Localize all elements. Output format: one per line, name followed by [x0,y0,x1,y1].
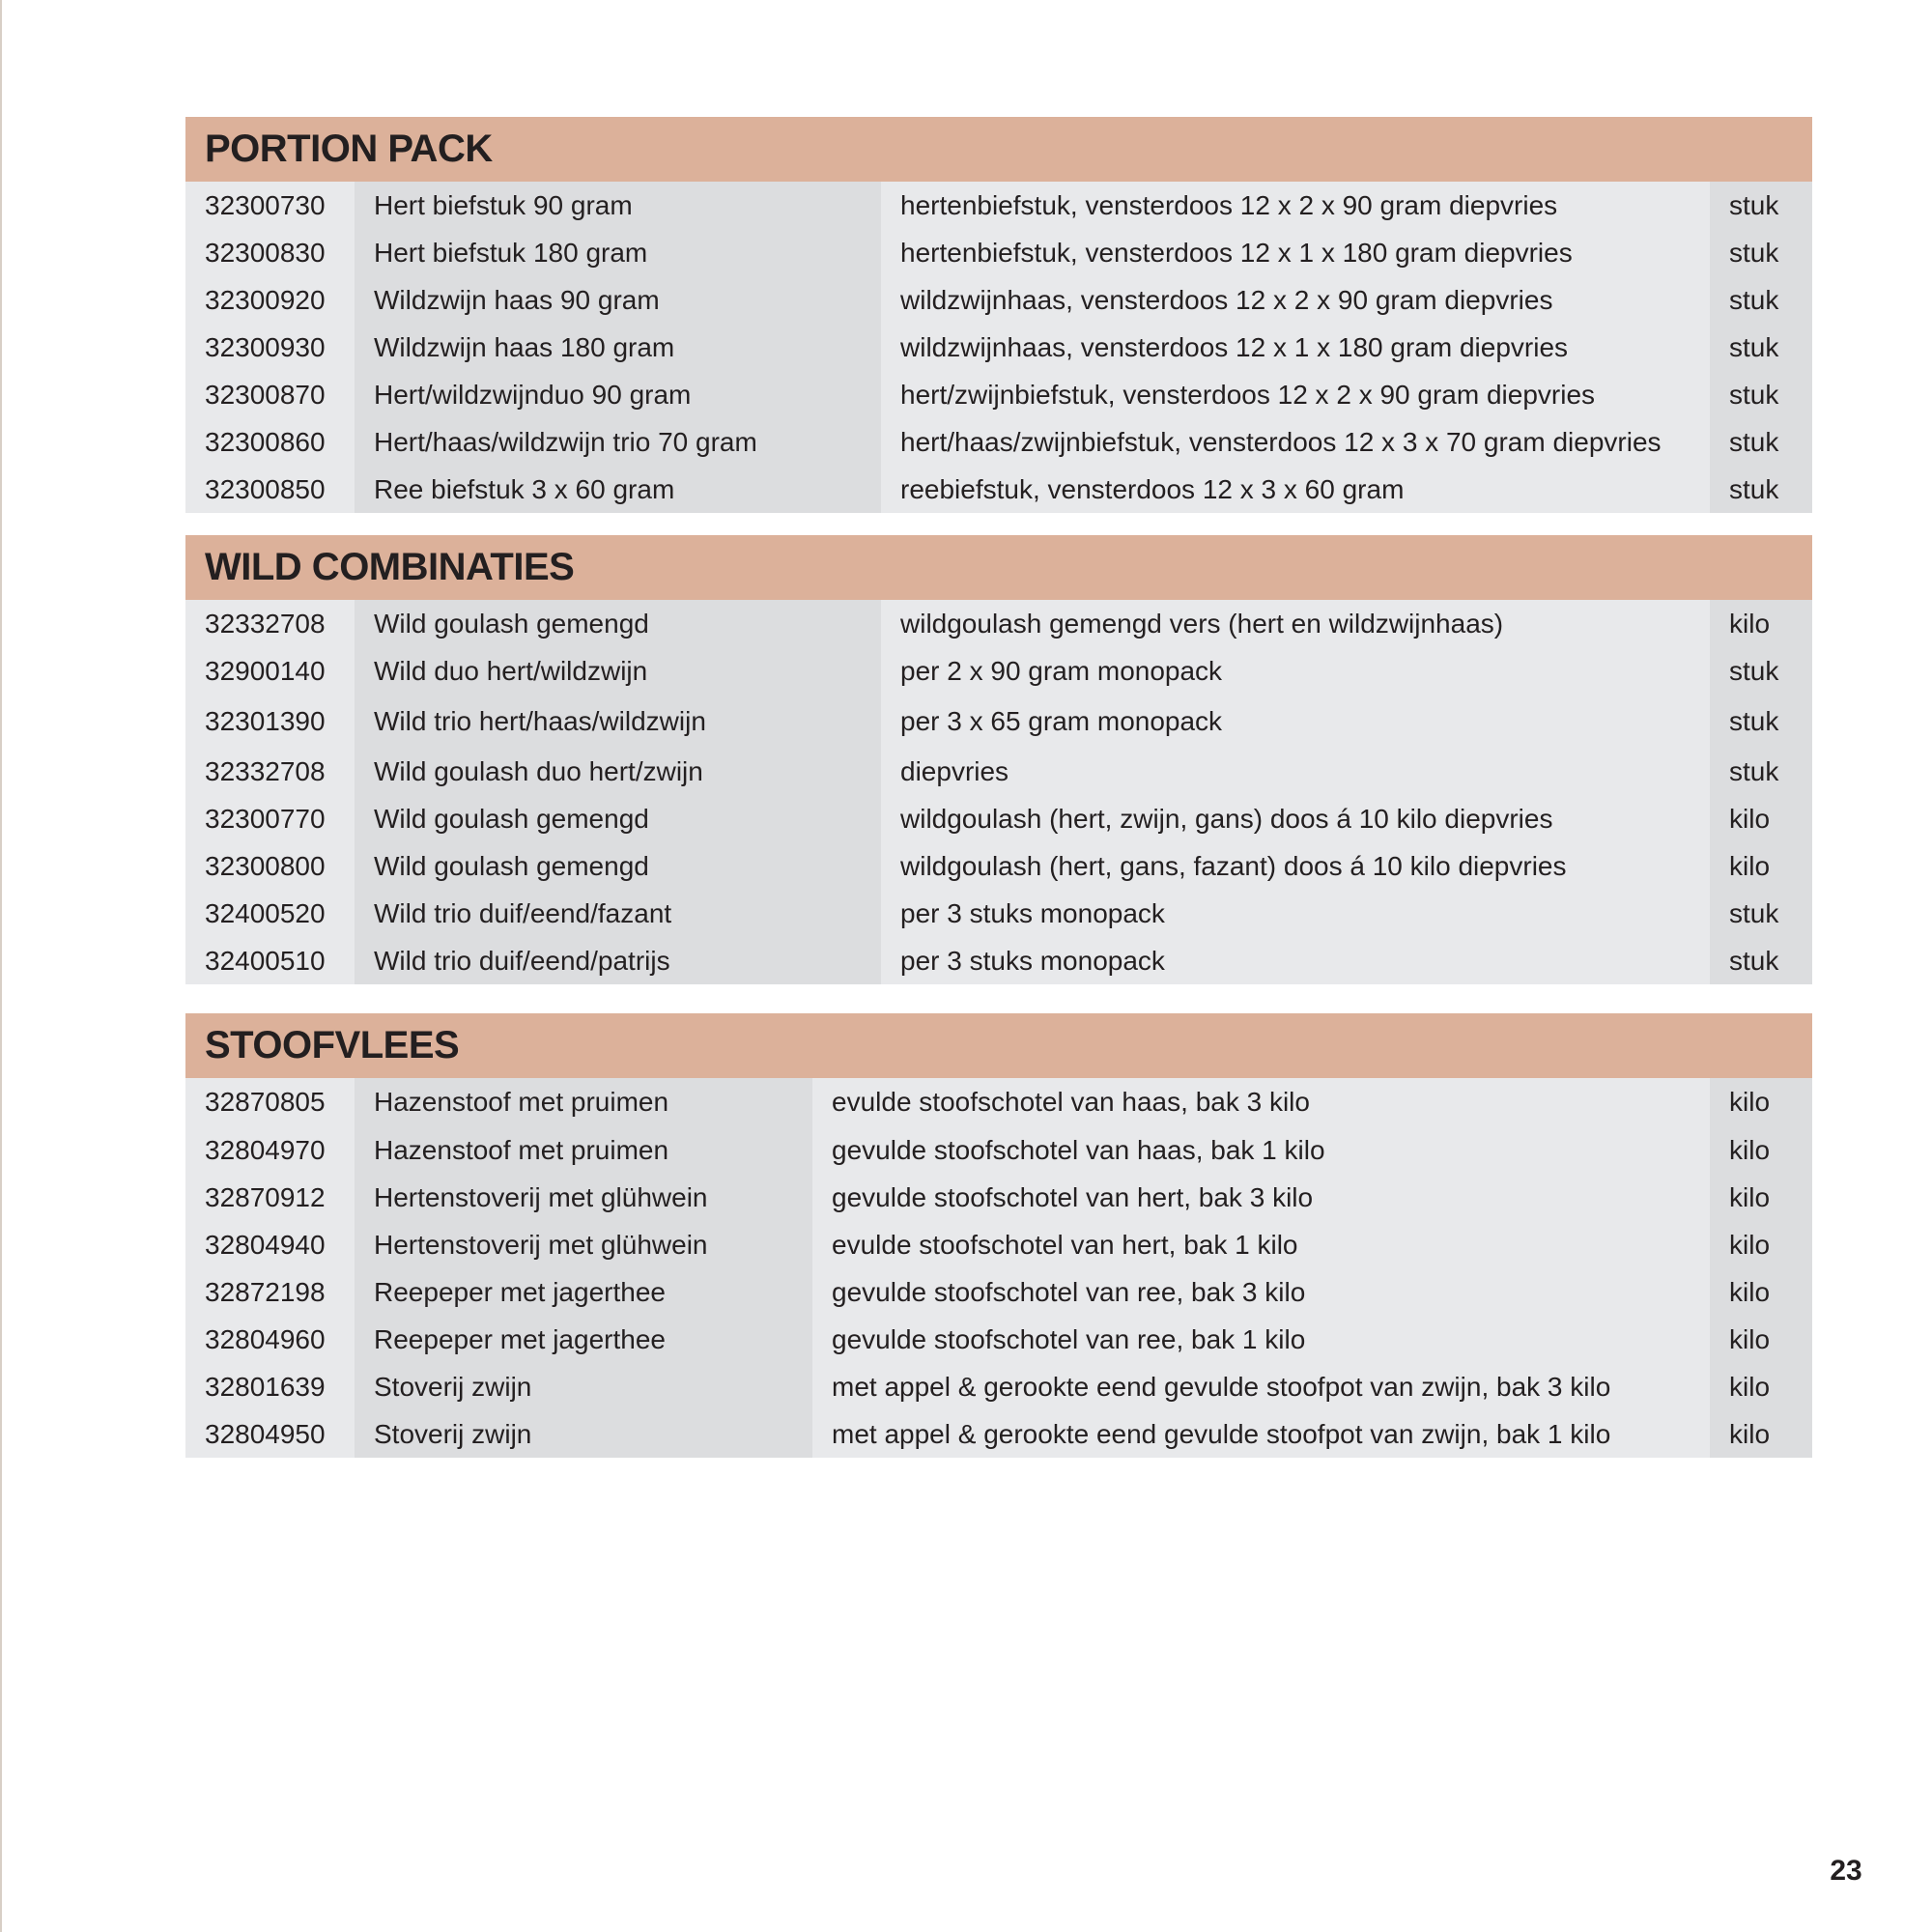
table-row [185,1078,1812,1126]
product-unit: kilo [1710,795,1812,842]
product-unit: stuk [1710,937,1812,984]
section-title: STOOFVLEES [185,1013,1812,1078]
table-row [185,1221,1812,1268]
table-row [185,937,1812,984]
product-name: Wild goulash duo hert/zwijn [355,748,881,795]
product-description: hert/haas/zwijnbiefstuk, vensterdoos 12 x 3 x 70 gram diepvries [881,418,1710,466]
product-description: gevulde stoofschotel van hert, bak 3 kilo [812,1174,1710,1221]
table-row [185,1126,1812,1174]
product-name: Wild goulash gemengd [355,600,881,647]
product-description: hert/zwijnbiefstuk, vensterdoos 12 x 2 x 90 gram diepvries [881,371,1710,418]
product-unit: stuk [1710,890,1812,937]
product-description: per 3 x 65 gram monopack [881,695,1710,748]
section-stoofvlees [185,1013,1812,1458]
product-code: 32300850 [185,466,355,513]
product-description: evulde stoofschotel van hert, bak 1 kilo [812,1221,1710,1268]
product-code: 32804940 [185,1221,355,1268]
product-code: 32332708 [185,600,355,647]
product-code: 32300800 [185,842,355,890]
product-name: Wild duo hert/wildzwijn [355,647,881,695]
product-name: Wildzwijn haas 180 gram [355,324,881,371]
table-row [185,1268,1812,1316]
table-row [185,1316,1812,1363]
product-name: Hert/haas/wildzwijn trio 70 gram [355,418,881,466]
product-code: 32300770 [185,795,355,842]
product-description: diepvries [881,748,1710,795]
product-description: hertenbiefstuk, vensterdoos 12 x 2 x 90 gram diepvries [881,182,1710,229]
section-portion-pack [185,117,1812,513]
table-row [185,229,1812,276]
table-row [185,1363,1812,1410]
product-name: Hert biefstuk 90 gram [355,182,881,229]
table-row [185,600,1812,647]
product-unit: kilo [1710,1174,1812,1221]
product-name: Hertenstoverij met glühwein [355,1174,812,1221]
product-unit: stuk [1710,647,1812,695]
product-name: Wild trio duif/eend/fazant [355,890,881,937]
product-description: hertenbiefstuk, vensterdoos 12 x 1 x 180 gram diepvries [881,229,1710,276]
product-code: 32804950 [185,1410,355,1458]
product-code: 32300860 [185,418,355,466]
product-description: gevulde stoofschotel van ree, bak 1 kilo [812,1316,1710,1363]
table-row [185,182,1812,229]
product-code: 32900140 [185,647,355,695]
table-row [185,276,1812,324]
product-unit: kilo [1710,600,1812,647]
product-name: Wild trio duif/eend/patrijs [355,937,881,984]
product-code: 32300930 [185,324,355,371]
product-code: 32870912 [185,1174,355,1221]
product-description: wildgoulash (hert, zwijn, gans) doos á 10 kilo diepvries [881,795,1710,842]
product-unit: kilo [1710,1126,1812,1174]
product-unit: stuk [1710,695,1812,748]
product-code: 32400520 [185,890,355,937]
product-name: Hert/wildzwijnduo 90 gram [355,371,881,418]
product-table [185,1078,1812,1458]
product-description: wildzwijnhaas, vensterdoos 12 x 1 x 180 gram diepvries [881,324,1710,371]
table-row [185,324,1812,371]
product-unit: stuk [1710,182,1812,229]
page-number: 23 [1830,1855,1862,1887]
product-description: evulde stoofschotel van haas, bak 3 kilo [812,1078,1710,1126]
product-unit: kilo [1710,1221,1812,1268]
table-row [185,1410,1812,1458]
product-name: Wild goulash gemengd [355,842,881,890]
product-unit: stuk [1710,324,1812,371]
product-description: per 3 stuks monopack [881,937,1710,984]
product-description: gevulde stoofschotel van haas, bak 1 kilo [812,1126,1710,1174]
product-table [185,182,1812,513]
section-wild-combinaties [185,535,1812,984]
product-unit: stuk [1710,371,1812,418]
product-unit: kilo [1710,1078,1812,1126]
product-name: Wild goulash gemengd [355,795,881,842]
table-row [185,418,1812,466]
product-description: wildgoulash gemengd vers (hert en wildzwijnhaas) [881,600,1710,647]
product-name: Wild trio hert/haas/wildzwijn [355,695,881,748]
product-table [185,600,1812,984]
product-name: Stoverij zwijn [355,1410,812,1458]
product-code: 32872198 [185,1268,355,1316]
product-name: Hazenstoof met pruimen [355,1078,812,1126]
product-description: gevulde stoofschotel van ree, bak 3 kilo [812,1268,1710,1316]
product-unit: kilo [1710,1268,1812,1316]
product-unit: stuk [1710,276,1812,324]
product-unit: kilo [1710,842,1812,890]
product-description: met appel & gerookte eend gevulde stoofpot van zwijn, bak 3 kilo [812,1363,1710,1410]
product-code: 32300920 [185,276,355,324]
product-code: 32400510 [185,937,355,984]
product-code: 32804970 [185,1126,355,1174]
table-row [185,1174,1812,1221]
product-description: per 3 stuks monopack [881,890,1710,937]
product-name: Hazenstoof met pruimen [355,1126,812,1174]
table-row [185,466,1812,513]
product-description: met appel & gerookte eend gevulde stoofpot van zwijn, bak 1 kilo [812,1410,1710,1458]
table-row [185,795,1812,842]
product-description: wildzwijnhaas, vensterdoos 12 x 2 x 90 gram diepvries [881,276,1710,324]
table-row [185,647,1812,695]
product-name: Hert biefstuk 180 gram [355,229,881,276]
product-description: wildgoulash (hert, gans, fazant) doos á 10 kilo diepvries [881,842,1710,890]
product-code: 32801639 [185,1363,355,1410]
product-code: 32301390 [185,695,355,748]
product-unit: stuk [1710,229,1812,276]
product-description: per 2 x 90 gram monopack [881,647,1710,695]
product-unit: stuk [1710,466,1812,513]
product-unit: kilo [1710,1410,1812,1458]
product-unit: stuk [1710,418,1812,466]
table-row [185,695,1812,748]
product-code: 32300870 [185,371,355,418]
product-unit: stuk [1710,748,1812,795]
product-name: Reepeper met jagerthee [355,1268,812,1316]
product-code: 32300730 [185,182,355,229]
section-title: PORTION PACK [185,117,1812,182]
product-name: Wildzwijn haas 90 gram [355,276,881,324]
table-row [185,371,1812,418]
table-row [185,842,1812,890]
table-row [185,748,1812,795]
section-title: WILD COMBINATIES [185,535,1812,600]
product-code: 32332708 [185,748,355,795]
table-row [185,890,1812,937]
product-code: 32300830 [185,229,355,276]
product-name: Hertenstoverij met glühwein [355,1221,812,1268]
product-name: Stoverij zwijn [355,1363,812,1410]
product-code: 32870805 [185,1078,355,1126]
product-unit: kilo [1710,1316,1812,1363]
product-name: Reepeper met jagerthee [355,1316,812,1363]
product-code: 32804960 [185,1316,355,1363]
product-description: reebiefstuk, vensterdoos 12 x 3 x 60 gram [881,466,1710,513]
product-unit: kilo [1710,1363,1812,1410]
page-edge [0,0,2,1932]
product-name: Ree biefstuk 3 x 60 gram [355,466,881,513]
